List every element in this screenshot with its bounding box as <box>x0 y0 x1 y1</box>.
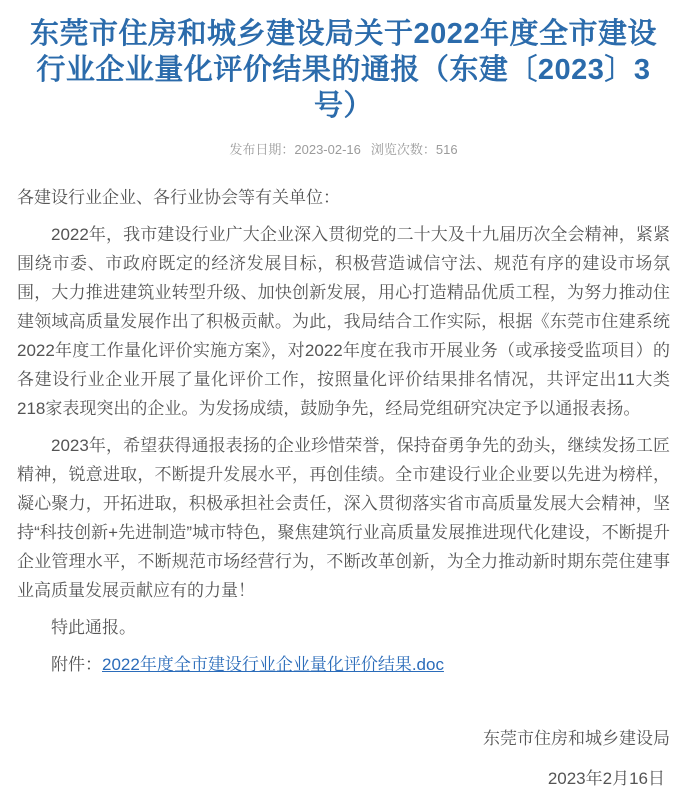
paragraph-2022: 2022年，我市建设行业广大企业深入贯彻党的二十大及十九届历次全会精神，紧紧围绕市委、市政府既定的经济发展目标，积极营造诚信守法、规范有序的建设市场氛围，大力推进建筑业转型升级、加快创新发展，用心打造精品优质工程，为努力推动住建领域高质量发展作出了积极贡献。为此，我局结合工作实际，根据《东莞市住建系统2022年度工作量化评价实施方案》，对2022年度在我市开展业务（或承接受监项目）的各建设行业企业开展了量化评价工作，按照量化评价结果排名情况，共评定出11大类218家表现突出的企业。为发扬成绩，鼓励争先，经局党组研究决定予以通报表扬。 <box>17 225 670 418</box>
publish-date-value: 2023-02-16 <box>294 142 361 157</box>
attachment-label: 附件： <box>51 655 102 674</box>
meta-line <box>17 142 670 158</box>
views-value: 516 <box>435 142 458 157</box>
views-label: 浏览次数： <box>370 142 436 157</box>
salutation: 各建设行业企业、各行业协会等有关单位： <box>17 188 340 207</box>
issue-date: 2023年2月16日 <box>547 769 665 788</box>
paragraph-2023: 2023年，希望获得通报表扬的企业珍惜荣誉，保持奋勇争先的劲头，继续发扬工匠精神，锐意进取，不断提升发展水平，再创佳绩。全市建设行业企业要以先进为榜样，凝心聚力，开拓进取，积极承担社会责任，深入贯彻落实省市高质量发展大会精神，坚持“科技创新+先进制造”城市特色，聚焦建筑行业高质量发展推进现代化建设，不断提升企业管理水平，不断规范市场经营行为，不断改革创新，为全力推动新时期东莞住建事业高质量发展贡献应有的力量！ <box>17 436 670 600</box>
attachment-link[interactable]: 2022年度全市建设行业企业量化评价结果.doc <box>102 655 444 674</box>
page-title: 东莞市住房和城乡建设局关于2022年度全市建设行业企业量化评价结果的通报（东建〔2023〕3号） <box>29 18 657 122</box>
attachment-line <box>17 650 670 679</box>
notice-body <box>17 183 670 791</box>
issuing-authority: 东莞市住房和城乡建设局 <box>483 729 670 748</box>
publish-date-label: 发布日期： <box>229 142 295 157</box>
signature-block <box>17 727 670 791</box>
closing-line: 特此通报。 <box>51 618 136 637</box>
